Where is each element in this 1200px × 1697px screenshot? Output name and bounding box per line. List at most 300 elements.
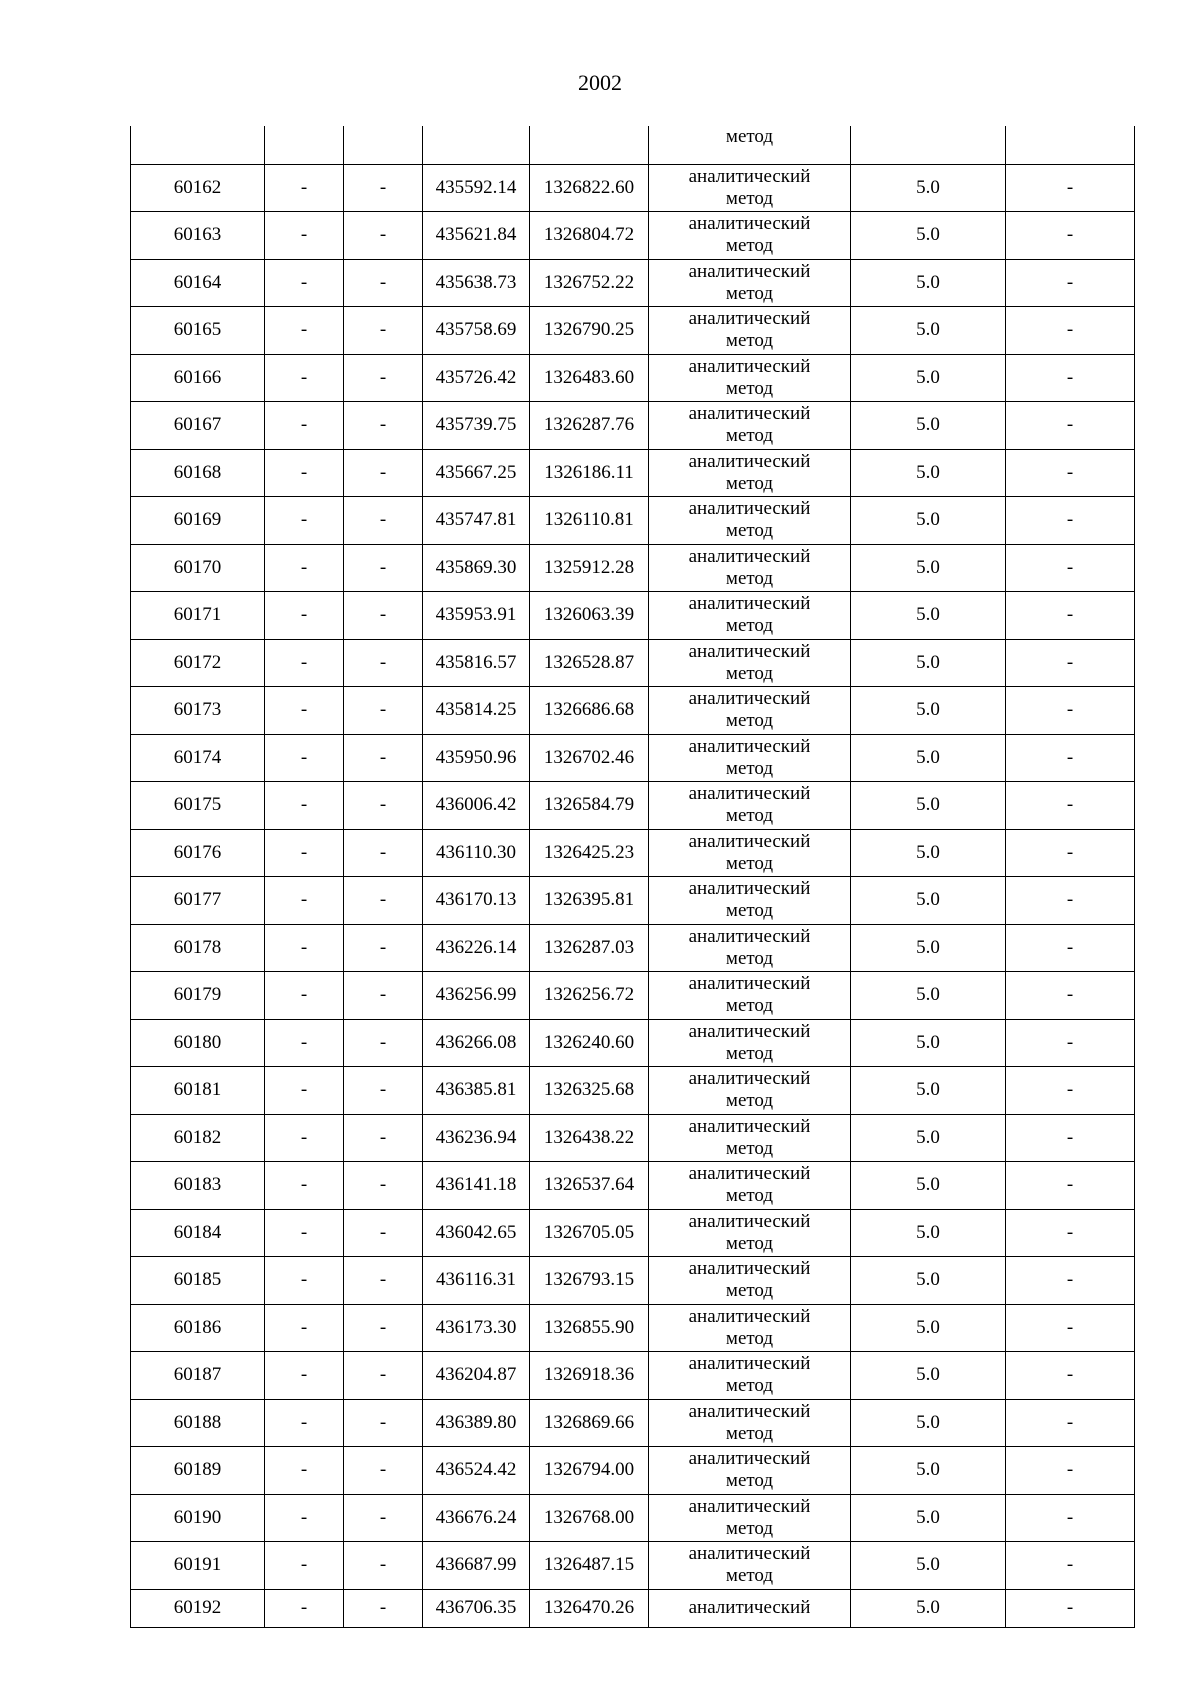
cell-point-id: 60170: [131, 544, 265, 592]
cell-dash: -: [1006, 1162, 1135, 1210]
method-line-1: аналитический: [688, 1543, 811, 1565]
cell-dash: -: [265, 307, 344, 355]
cell-method: [649, 782, 851, 830]
cell-dash: -: [1006, 1542, 1135, 1590]
method-line-2: метод: [725, 995, 774, 1017]
table-row: [131, 972, 1135, 1020]
cell-dash: -: [1006, 782, 1135, 830]
method-line-1: аналитический: [688, 308, 811, 330]
cell-accuracy: 5.0: [851, 1162, 1006, 1210]
cell-dash: -: [1006, 1209, 1135, 1257]
method-line-2: метод: [725, 1042, 774, 1064]
cell-x: 436266.08: [423, 1019, 530, 1067]
cell-dash: -: [265, 734, 344, 782]
cell-y: 1326752.22: [530, 259, 649, 307]
table-row: [131, 1494, 1135, 1542]
cell-dash: -: [1006, 972, 1135, 1020]
cell-x: 436687.99: [423, 1542, 530, 1590]
table-row: [131, 639, 1135, 687]
cell-dash: -: [344, 972, 423, 1020]
cell-accuracy: 5.0: [851, 782, 1006, 830]
cell-dash: -: [344, 1162, 423, 1210]
cell-y: 1326855.90: [530, 1304, 649, 1352]
cell-y: 1326793.15: [530, 1257, 649, 1305]
cell-y: 1326804.72: [530, 212, 649, 260]
method-line-1: аналитический: [688, 213, 811, 235]
cell-point-id: 60164: [131, 259, 265, 307]
method-line-1: аналитический: [688, 830, 811, 852]
method-line-1: аналитический: [688, 783, 811, 805]
cell-dash: -: [344, 354, 423, 402]
cell-point-id: 60173: [131, 687, 265, 735]
cell-method: [649, 1447, 851, 1495]
method-line-1: аналитический: [688, 1495, 811, 1517]
method-line-1: аналитический: [688, 973, 811, 995]
cell-accuracy: 5.0: [851, 1494, 1006, 1542]
method-line-1: аналитический: [688, 1305, 811, 1327]
cell-dash: -: [265, 1019, 344, 1067]
cell-method: [649, 1257, 851, 1305]
cell-dash: -: [265, 1589, 344, 1627]
table-row: [131, 1399, 1135, 1447]
cell-x: 436524.42: [423, 1447, 530, 1495]
cell-dash: -: [265, 1352, 344, 1400]
cell-dash: -: [265, 544, 344, 592]
method-line-2: метод: [725, 520, 774, 542]
cell-x: 436226.14: [423, 924, 530, 972]
cell-accuracy: 5.0: [851, 687, 1006, 735]
cell-dash: -: [344, 544, 423, 592]
cell-y: 1325912.28: [530, 544, 649, 592]
cell-accuracy: 5.0: [851, 354, 1006, 402]
cell-y: 1326686.68: [530, 687, 649, 735]
cell-dash: -: [265, 687, 344, 735]
cell-x: 435950.96: [423, 734, 530, 782]
cell-accuracy: 5.0: [851, 1589, 1006, 1627]
cell-y: 1326705.05: [530, 1209, 649, 1257]
cell-y: 1326768.00: [530, 1494, 649, 1542]
cell-dash: -: [265, 1162, 344, 1210]
cell-x: 436141.18: [423, 1162, 530, 1210]
method-line-1: аналитический: [688, 1020, 811, 1042]
table-row: [131, 924, 1135, 972]
cell-method: [649, 1114, 851, 1162]
cell-y: 1326110.81: [530, 497, 649, 545]
cell-method: [649, 259, 851, 307]
cell-dash: -: [265, 924, 344, 972]
cell-method: [649, 307, 851, 355]
cell-dash: -: [265, 1542, 344, 1590]
cell-y: 1326822.60: [530, 164, 649, 212]
table-body: [131, 126, 1135, 1627]
cell-y: 1326240.60: [530, 1019, 649, 1067]
cell-dash: -: [344, 734, 423, 782]
method-line-2: метод: [725, 1375, 774, 1397]
cell-y: 1326395.81: [530, 877, 649, 925]
cell-y: 1326287.76: [530, 402, 649, 450]
method-line-1: аналитический: [688, 260, 811, 282]
cell-dash: -: [1006, 639, 1135, 687]
cell-x: 435667.25: [423, 449, 530, 497]
cell-y: 1326918.36: [530, 1352, 649, 1400]
cell-x: 435758.69: [423, 307, 530, 355]
cell-point-id: 60178: [131, 924, 265, 972]
cell-y: 1326483.60: [530, 354, 649, 402]
method-line-2: метод: [725, 282, 774, 304]
cell-dash: -: [344, 782, 423, 830]
cell-x: 435953.91: [423, 592, 530, 640]
cell-dash: -: [344, 877, 423, 925]
cell-dash: -: [1006, 877, 1135, 925]
cell-accuracy: 5.0: [851, 734, 1006, 782]
cell-dash: -: [1006, 1114, 1135, 1162]
cell-dash: -: [265, 212, 344, 260]
cell-dash: -: [344, 1399, 423, 1447]
method-line-1: аналитический: [688, 1115, 811, 1137]
cell-dash: -: [344, 1257, 423, 1305]
cell-dash: -: [1006, 544, 1135, 592]
method-line-2: метод: [725, 1422, 774, 1444]
cell-y: 1326425.23: [530, 829, 649, 877]
cell-accuracy: 5.0: [851, 1399, 1006, 1447]
cell-accuracy: 5.0: [851, 1114, 1006, 1162]
cell-dash: -: [265, 164, 344, 212]
cell-empty: [851, 126, 1006, 164]
method-line-2: метод: [725, 1185, 774, 1207]
cell-point-id: 60188: [131, 1399, 265, 1447]
cell-dash: -: [265, 829, 344, 877]
cell-dash: -: [1006, 924, 1135, 972]
method-line-2: метод: [725, 805, 774, 827]
cell-dash: -: [265, 972, 344, 1020]
method-line-1: аналитический: [688, 450, 811, 472]
cell-dash: -: [344, 1209, 423, 1257]
cell-point-id: 60192: [131, 1589, 265, 1627]
cell-x: 435592.14: [423, 164, 530, 212]
cell-accuracy: 5.0: [851, 1352, 1006, 1400]
cell-accuracy: 5.0: [851, 259, 1006, 307]
table-row: [131, 497, 1135, 545]
cell-x: 435726.42: [423, 354, 530, 402]
cell-point-id: 60172: [131, 639, 265, 687]
cell-y: 1326584.79: [530, 782, 649, 830]
cell-point-id: 60184: [131, 1209, 265, 1257]
cell-accuracy: 5.0: [851, 924, 1006, 972]
cell-method: [649, 639, 851, 687]
cell-x: 436204.87: [423, 1352, 530, 1400]
cell-method: [649, 924, 851, 972]
table-row: [131, 307, 1135, 355]
cell-y: 1326487.15: [530, 1542, 649, 1590]
cell-dash: -: [1006, 212, 1135, 260]
cell-x: 436116.31: [423, 1257, 530, 1305]
cell-dash: -: [1006, 1352, 1135, 1400]
cell-x: 436389.80: [423, 1399, 530, 1447]
cell-dash: -: [1006, 1304, 1135, 1352]
table-row: [131, 687, 1135, 735]
cell-dash: -: [344, 1304, 423, 1352]
method-line-1: аналитический: [688, 1400, 811, 1422]
cell-point-id: 60179: [131, 972, 265, 1020]
method-line-1: аналитический: [688, 1163, 811, 1185]
cell-dash: -: [344, 402, 423, 450]
cell-point-id: 60169: [131, 497, 265, 545]
cell-dash: -: [265, 354, 344, 402]
cell-x: 435747.81: [423, 497, 530, 545]
cell-point-id: 60163: [131, 212, 265, 260]
cell-dash: -: [1006, 1257, 1135, 1305]
cell-dash: -: [265, 1114, 344, 1162]
cell-dash: -: [265, 497, 344, 545]
cell-x: 436236.94: [423, 1114, 530, 1162]
cell-method: аналитический: [649, 1589, 851, 1627]
cell-dash: -: [344, 164, 423, 212]
cell-dash: -: [1006, 1019, 1135, 1067]
cell-method: [649, 972, 851, 1020]
cell-dash: -: [1006, 259, 1135, 307]
cell-method: [649, 1209, 851, 1257]
cell-method: [649, 497, 851, 545]
cell-x: 435638.73: [423, 259, 530, 307]
cell-method: [649, 829, 851, 877]
cell-x: 436676.24: [423, 1494, 530, 1542]
cell-x: 436706.35: [423, 1589, 530, 1627]
cell-dash: -: [1006, 164, 1135, 212]
cell-method: [649, 164, 851, 212]
cell-accuracy: 5.0: [851, 164, 1006, 212]
cell-dash: -: [1006, 687, 1135, 735]
cell-empty: [131, 126, 265, 164]
method-line-2: метод: [725, 472, 774, 494]
method-line-2: метод: [725, 757, 774, 779]
cell-method-tail: метод: [649, 126, 851, 164]
cell-y: 1326537.64: [530, 1162, 649, 1210]
cell-dash: -: [344, 212, 423, 260]
cell-empty: [344, 126, 423, 164]
cell-dash: -: [344, 1589, 423, 1627]
cell-accuracy: 5.0: [851, 449, 1006, 497]
method-line-2: метод: [725, 1470, 774, 1492]
table-row: [131, 212, 1135, 260]
table-row: [131, 1162, 1135, 1210]
cell-dash: -: [265, 639, 344, 687]
cell-point-id: 60171: [131, 592, 265, 640]
table-row: [131, 1304, 1135, 1352]
method-line-1: аналитический: [688, 165, 811, 187]
cell-dash: -: [344, 307, 423, 355]
cell-dash: -: [1006, 307, 1135, 355]
cell-point-id: 60167: [131, 402, 265, 450]
method-line-1: аналитический: [688, 545, 811, 567]
cell-dash: -: [344, 497, 423, 545]
table-row: [131, 829, 1135, 877]
cell-point-id: 60186: [131, 1304, 265, 1352]
method-line-2: метод: [725, 425, 774, 447]
method-line-2: метод: [725, 377, 774, 399]
cell-dash: -: [344, 259, 423, 307]
cell-dash: -: [344, 687, 423, 735]
method-line-1: аналитический: [688, 593, 811, 615]
table-row: [131, 449, 1135, 497]
cell-dash: -: [265, 1399, 344, 1447]
table-row: [131, 592, 1135, 640]
cell-accuracy: 5.0: [851, 1067, 1006, 1115]
page-number: 2002: [578, 70, 622, 95]
cell-point-id: 60168: [131, 449, 265, 497]
table-row: [131, 354, 1135, 402]
cell-dash: -: [265, 1447, 344, 1495]
cell-point-id: 60189: [131, 1447, 265, 1495]
cell-method: [649, 212, 851, 260]
cell-dash: -: [344, 1019, 423, 1067]
cell-method: [649, 1162, 851, 1210]
method-line-2: метод: [725, 1137, 774, 1159]
cell-y: 1326470.26: [530, 1589, 649, 1627]
table-row: [131, 402, 1135, 450]
cell-x: 435621.84: [423, 212, 530, 260]
cell-point-id: 60181: [131, 1067, 265, 1115]
method-line-1: аналитический: [688, 355, 811, 377]
cell-point-id: 60191: [131, 1542, 265, 1590]
cell-method: [649, 877, 851, 925]
cell-dash: -: [344, 924, 423, 972]
table-row: [131, 1114, 1135, 1162]
table-row: [131, 1542, 1135, 1590]
method-line-2: метод: [725, 235, 774, 257]
table-row: [131, 164, 1135, 212]
cell-dash: -: [265, 402, 344, 450]
cell-empty: [265, 126, 344, 164]
method-line-1: аналитический: [688, 735, 811, 757]
table-row: [131, 1447, 1135, 1495]
cell-accuracy: 5.0: [851, 1542, 1006, 1590]
cell-dash: -: [265, 449, 344, 497]
cell-x: 435869.30: [423, 544, 530, 592]
cell-method: [649, 1399, 851, 1447]
method-line-2: метод: [725, 1565, 774, 1587]
cell-method: [649, 402, 851, 450]
cell-point-id: 60182: [131, 1114, 265, 1162]
cell-method: [649, 544, 851, 592]
method-line-1: аналитический: [688, 688, 811, 710]
cell-method: [649, 1352, 851, 1400]
cell-accuracy: 5.0: [851, 1257, 1006, 1305]
method-line-2: метод: [725, 1090, 774, 1112]
cell-accuracy: 5.0: [851, 544, 1006, 592]
cell-y: 1326063.39: [530, 592, 649, 640]
method-line-1: аналитический: [688, 925, 811, 947]
table-row: [131, 1352, 1135, 1400]
cell-dash: -: [1006, 402, 1135, 450]
cell-dash: -: [265, 1494, 344, 1542]
cell-y: 1326790.25: [530, 307, 649, 355]
cell-dash: -: [344, 1447, 423, 1495]
cell-method: [649, 354, 851, 402]
cell-y: 1326794.00: [530, 1447, 649, 1495]
cell-point-id: 60162: [131, 164, 265, 212]
table-row: [131, 1257, 1135, 1305]
cell-x: 436385.81: [423, 1067, 530, 1115]
cell-accuracy: 5.0: [851, 1019, 1006, 1067]
cell-accuracy: 5.0: [851, 829, 1006, 877]
cell-accuracy: 5.0: [851, 972, 1006, 1020]
cell-dash: -: [344, 592, 423, 640]
cell-method: [649, 1304, 851, 1352]
method-line-2: метод: [725, 567, 774, 589]
cell-point-id: 60165: [131, 307, 265, 355]
cell-dash: -: [265, 877, 344, 925]
cell-point-id: 60187: [131, 1352, 265, 1400]
table-row: [131, 1019, 1135, 1067]
cell-dash: -: [1006, 1399, 1135, 1447]
method-line-2: метод: [725, 615, 774, 637]
cell-dash: -: [1006, 829, 1135, 877]
cell-dash: -: [1006, 449, 1135, 497]
cell-empty: [530, 126, 649, 164]
method-line-2: метод: [725, 1517, 774, 1539]
cell-method: [649, 1542, 851, 1590]
cell-dash: -: [265, 592, 344, 640]
cell-dash: -: [1006, 592, 1135, 640]
cell-dash: -: [344, 449, 423, 497]
cell-dash: -: [344, 1352, 423, 1400]
cell-dash: -: [344, 1114, 423, 1162]
cell-x: 436110.30: [423, 829, 530, 877]
cell-dash: -: [1006, 497, 1135, 545]
cell-accuracy: 5.0: [851, 1304, 1006, 1352]
cell-accuracy: 5.0: [851, 1447, 1006, 1495]
cell-y: 1326287.03: [530, 924, 649, 972]
cell-dash: -: [344, 1542, 423, 1590]
method-line-2: метод: [725, 662, 774, 684]
cell-dash: -: [265, 1067, 344, 1115]
method-line-2: метод: [725, 187, 774, 209]
cell-empty: [423, 126, 530, 164]
cell-dash: -: [265, 259, 344, 307]
table-row: [131, 734, 1135, 782]
cell-point-id: 60166: [131, 354, 265, 402]
method-line-1: аналитический: [688, 1353, 811, 1375]
cell-accuracy: 5.0: [851, 1209, 1006, 1257]
cell-accuracy: 5.0: [851, 497, 1006, 545]
cell-point-id: 60176: [131, 829, 265, 877]
cell-x: 436006.42: [423, 782, 530, 830]
cell-dash: -: [265, 1209, 344, 1257]
method-line-1: аналитический: [688, 1210, 811, 1232]
method-line-2: метод: [725, 852, 774, 874]
cell-method: [649, 1494, 851, 1542]
method-line-1: аналитический: [688, 1258, 811, 1280]
cell-point-id: 60177: [131, 877, 265, 925]
table-row: [131, 1067, 1135, 1115]
cell-method: [649, 734, 851, 782]
cell-method: [649, 687, 851, 735]
cell-point-id: 60174: [131, 734, 265, 782]
cell-accuracy: 5.0: [851, 877, 1006, 925]
cell-dash: -: [265, 1257, 344, 1305]
cell-point-id: 60180: [131, 1019, 265, 1067]
cell-method: [649, 592, 851, 640]
cell-dash: -: [344, 639, 423, 687]
table-row: [131, 1209, 1135, 1257]
cell-empty: [1006, 126, 1135, 164]
method-line-1: аналитический: [688, 1448, 811, 1470]
table-row: [131, 782, 1135, 830]
table-row: [131, 259, 1135, 307]
cell-x: 436170.13: [423, 877, 530, 925]
cell-y: 1326325.68: [530, 1067, 649, 1115]
cell-dash: -: [1006, 354, 1135, 402]
